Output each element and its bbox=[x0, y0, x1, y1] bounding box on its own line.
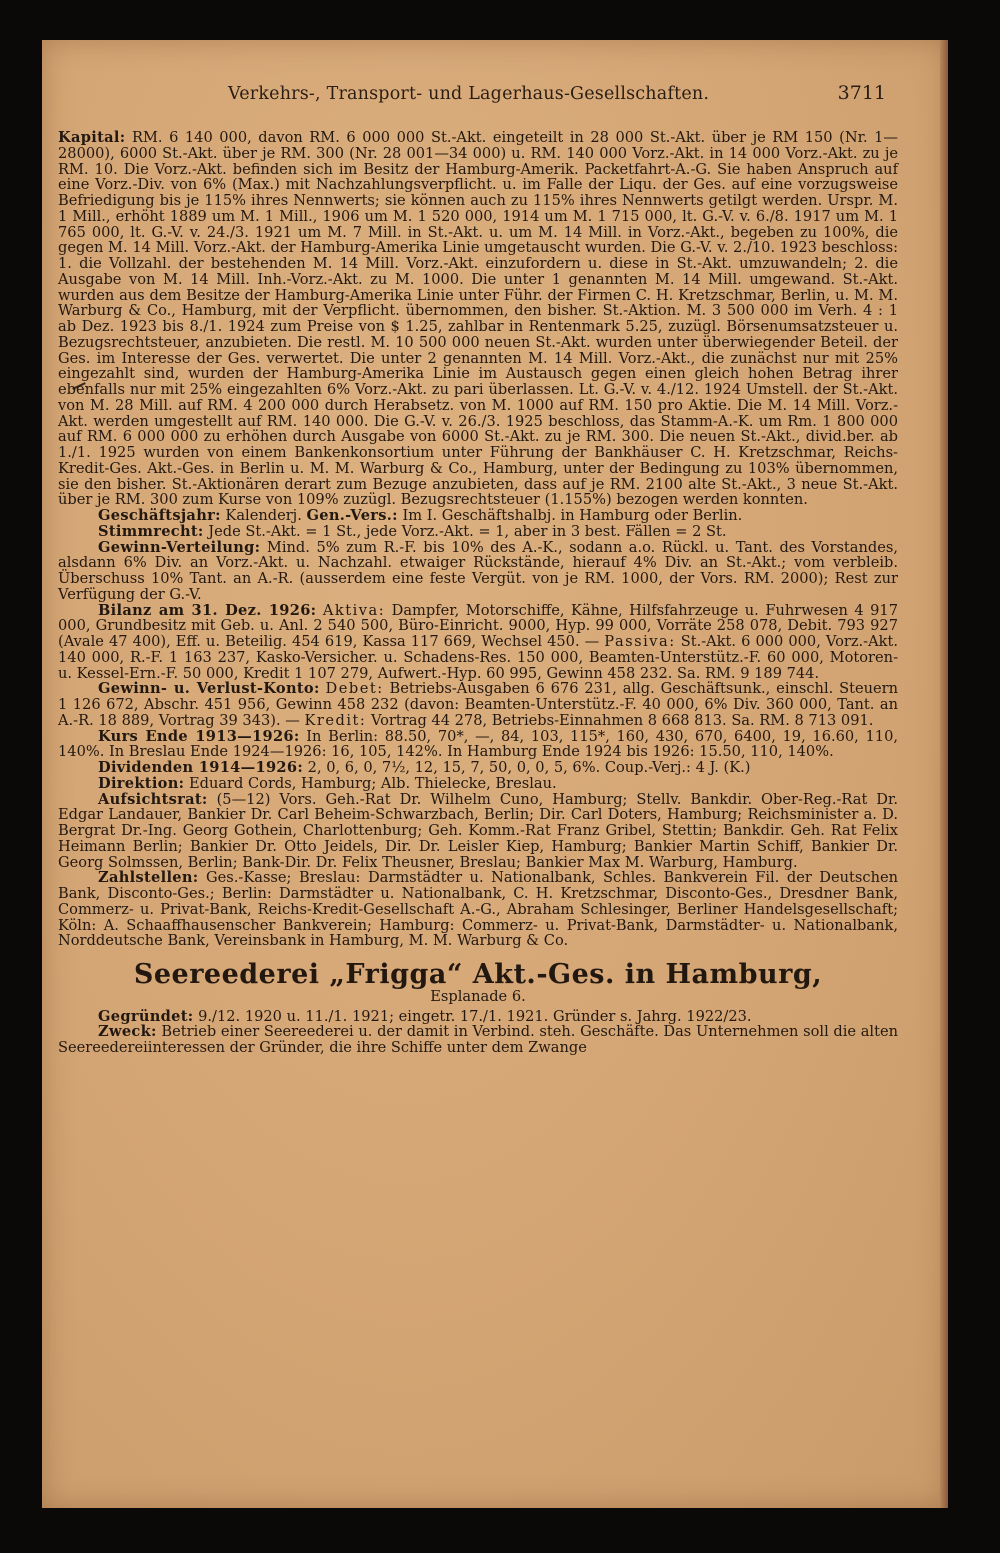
gen-vers-label: Gen.-Vers.: bbox=[306, 507, 398, 524]
aufsichtsrat-label: Aufsichtsrat: bbox=[98, 790, 208, 808]
kapital-text: RM. 6 140 000, davon RM. 6 000 000 St.-Akt. eingeteilt in 28 000 St.-Akt. über je RM 150 (Nr. 1—28000), 6000 St.-Akt. über je RM. 300 (Nr. 28 001—34 000) u. RM. 140 000 Vorz.-Akt. in 14 000 Vorz.-Akt. zu je RM. 10. Die Vorz.-Akt. befinden sich im Besitz der Hamburg-Amerik. Packetfahrt-A.-G. Sie haben Anspruch auf eine Vorz.-Div. von 6% (Max.) mit Nachzahlungsverpflicht. u. im Falle der Liqu. der Ges. auf eine vorzugsweise Befriedigung bis je 115% ihres Nennwerts; sie können auch zu 115% ihres Nennwerts getilgt werden. Urspr. M. 1 Mill., erhöht 1889 um M. 1 Mill., 1906 um M. 1 520 000, 1914 um M. 1 715 000, lt. G.-V. v. 6./8. 1917 um M. 1 765 000, lt. G.-V. v. 24./3. 1921 um M. 7 Mill. in St.-Akt. u. um M. 14 Mill. in Vorz.-Akt., begeben zu 100%, die gegen M. 14 Mill. Vorz.-Akt. der Hamburg-Amerika Linie umgetauscht wurden. Die G.-V. v. 2./10. 1923 beschloss: 1. die Vollzahl. der bestehenden M. 14 Mill. Vorz.-Akt. einzufordern u. diese in St.-Akt. umzuwandeln; 2. die Ausgabe von M. 14 Mill. Inh.-Vorz.-Akt. zu M. 1000. Die unter 1 genannten M. 14 Mill. umgewand. St.-Akt. wurden aus dem Besitze der Hamburg-Amerika Linie unter Führ. der Firmen C. H. Kretzschmar, Berlin, u. M. M. Warburg & Co., Hamburg, mit der Verpflicht. übernommen, den bisher. St.-Aktion. M. 3 500 000 im Verh. 4 : 1 ab Dez. 1923 bis 8./1. 1924 zum Preise von $ 1.25, zahlbar in Rentenmark 5.25, zuzügl. Börsenumsatzsteuer u. Bezugsrechtsteuer, anzubieten. Die restl. M. 10 500 000 neuen St.-Akt. wurden unter überwiegender Beteil. der Ges. im Interesse der Ges. verwertet. Die unter 2 genannten M. 14 Mill. Vorz.-Akt., die zunächst nur mit 25% eingezahlt sind, wurden der Hamburg-Amerika Linie im Austausch gegen einen gleich hohen Betrag ihrer ebenfalls nur mit 25% eingezahlten 6% Vorz.-Akt. zu pari überlassen. Lt. G.-V. v. 4./12. 1924 Umstell. der St.-Akt. von M. 28 Mill. auf RM. 4 200 000 durch Herabsetz. von M. 1000 auf RM. 150 pro Aktie. Die M. 14 Mill. Vorz.-Akt. werden umgestellt auf RM. 140 000. Die G.-V. v. 26./3. 1925 beschloss, das Stamm-A.-K. um Rm. 1 800 000 auf RM. 6 000 000 zu erhöhen durch Ausgabe von 6000 St.-Akt. zu je RM. 300. Die neuen St.-Akt., divid.ber. ab 1./1. 1925 wurden von einem Bankenkonsortium unter Führung der Bankhäuser C. H. Kretzschmar, Reichs-Kredit-Ges. Akt.-Ges. in Berlin u. M. M. Warburg & Co., Hamburg, unter der Bedingung zu 103% übernommen, sie den bisher. St.-Aktionären derart zum Bezuge anzubieten, dass auf je RM. 2100 alte St.-Akt., 3 neue St.-Akt. über je RM. 300 zum Kurse von 109% zuzügl. Bezugsrechtsteuer (1.155%) bezogen werden konnten. bbox=[58, 129, 899, 509]
direktion-paragraph bbox=[58, 776, 898, 792]
gegruendet-label: Gegründet: bbox=[98, 1007, 194, 1025]
debet-text: Betriebs-Ausgaben 6 676 231, allg. Geschäftsunk., einschl. Steuern 1 126 672, Abschr. 451 956, Gewinn 458 232 (davon: Beamten-Unterstütz.-F. 40 000, 6% Div. 360 000, Tant. an A.-R. 18 889, Vortrag 39 343). — bbox=[58, 680, 899, 729]
kurs-paragraph bbox=[58, 729, 898, 761]
dividenden-text: 2, 0, 6, 0, 7½, 12, 15, 7, 50, 0, 0, 5, 6%. Coup.-Verj.: 4 J. (K.) bbox=[307, 759, 751, 776]
gewinn-verteilung-label: Gewinn-Verteilung: bbox=[98, 538, 261, 556]
direktion-label: Direktion: bbox=[98, 774, 185, 792]
stimmrecht-paragraph bbox=[58, 524, 898, 540]
zweck-text: Betrieb einer Seereederei u. der damit in Verbind. steh. Geschäfte. Das Unternehmen soll die alten Seereedereiinteressen der Gründer, die ihre Schiffe unter dem Zwange bbox=[58, 1023, 899, 1056]
geschaeftsjahr-text: Kalenderj. bbox=[225, 507, 302, 524]
debet-label: Debet: bbox=[325, 680, 384, 698]
gewinn-verteilung-paragraph bbox=[58, 540, 898, 603]
page-edge bbox=[940, 40, 948, 1508]
kurs-text: In Berlin: 88.50, 70*, —, 84, 103, 115*, 160, 430, 670, 6400, 19, 16.60, 110, 140%. In Breslau Ende 1924—1926: 16, 105, 142%. In Hamburg Ende 1924 bis 1926: 15.50, 110, 140%. bbox=[58, 727, 898, 761]
gegruendet-text: 9./12. 1920 u. 11./1. 1921; eingetr. 17./1. 1921. Gründer s. Jahrg. 1922/23. bbox=[198, 1007, 752, 1025]
kurs-label: Kurs Ende 1913—1926: bbox=[98, 727, 300, 745]
passiva-text: St.-Akt. 6 000 000, Vorz.-Akt. 140 000, R.-F. 1 163 237, Kasko-Versicher. u. Schadens-Res. 150 000, Beamten-Unterstütz.-F. 60 000, Motoren- u. Kessel-Ern.-F. 50 000, Kredit 1 107 279, Aufwert.-Hyp. 60 995, Gewinn 458 232. Sa. RM. 9 189 744. bbox=[58, 633, 899, 682]
gen-vers-text: Im I. Geschäftshalbj. in Hamburg oder Berlin. bbox=[402, 507, 743, 524]
running-header: Verkehrs-, Transport- und Lagerhaus-Gesellschaften. bbox=[228, 84, 710, 104]
gewinn-verlust-paragraph bbox=[58, 681, 898, 728]
book-page bbox=[42, 40, 948, 1508]
zahlstellen-paragraph bbox=[58, 870, 898, 949]
company-address: Esplanade 6. bbox=[430, 987, 526, 1005]
dividenden-label: Dividenden 1914—1926: bbox=[98, 759, 304, 776]
direktion-text: Eduard Cords, Hamburg; Alb. Thielecke, Breslau. bbox=[188, 774, 557, 792]
gewinn-verteilung-text: Mind. 5% zum R.-F. bis 10% des A.-K., sodann a.o. Rückl. u. Tant. des Vorstandes, alsdann 6% Div. an Vorz.-Akt. u. Nachzahl. etwaiger Rückstände, hierauf 4% Div. an St.-Akt.; vom verbleib. Überschuss 10% Tant. an A.-R. (ausserdem eine feste Vergüt. von je RM. 1000, der Vors. RM. 2000); Rest zur Verfügung der G.-V. bbox=[58, 538, 899, 603]
zweck-label: Zweck: bbox=[98, 1023, 157, 1041]
stimmrecht-text: Jede St.-Akt. = 1 St., jede Vorz.-Akt. = 1, aber in 3 best. Fällen = 2 St. bbox=[208, 522, 727, 540]
passiva-label: Passiva: bbox=[604, 633, 676, 650]
gegruendet-paragraph bbox=[58, 1009, 898, 1025]
aktiva-text: Dampfer, Motorschiffe, Kähne, Hilfsfahrzeuge u. Fuhrwesen 4 917 000, Grundbesitz mit Geb. u. Anl. 2 540 500, Büro-Einricht. 9000, Hyp. 99 000, Vorräte 258 078, Debit. 793 927 (Avale 47 400), Eff. u. Beteilig. 454 619, Kassa 117 669, Wechsel 450. — bbox=[58, 601, 899, 650]
kapital-label: Kapital: bbox=[58, 129, 126, 146]
bilanz-paragraph bbox=[58, 603, 898, 682]
zahlstellen-text: Ges.-Kasse; Breslau: Darmstädter u. Nationalbank, Schles. Bankverein Fil. der Deutschen Bank, Disconto-Ges.; Berlin: Darmstädter u. Nationalbank, C. H. Kretzschmar, Disconto-Ges., Dresdner Bank, Commerz- u. Privat-Bank, Reichs-Kredit-Gesellschaft A.-G., Abraham Schlesinger, Berliner Handelsgesellschaft; Köln: A. Schaaffhausenscher Bankverein; Hamburg: Commerz- u. Privat-Bank, Darmstädter- u. Nationalbank, Norddeutsche Bank, Vereinsbank in Hamburg, M. M. Warburg & Co. bbox=[58, 869, 899, 950]
geschaeftsjahr-label: Geschäftsjahr: bbox=[98, 507, 221, 524]
gewinn-verlust-label: Gewinn- u. Verlust-Konto: bbox=[98, 680, 320, 698]
zweck-paragraph bbox=[58, 1024, 898, 1056]
dividenden-paragraph bbox=[58, 760, 898, 776]
stimmrecht-label: Stimmrecht: bbox=[98, 522, 204, 540]
kredit-label: Kredit: bbox=[304, 711, 367, 729]
kapital-paragraph bbox=[58, 130, 898, 508]
kredit-text: Vortrag 44 278, Betriebs-Einnahmen 8 668 813. Sa. RM. 8 713 091. bbox=[370, 711, 874, 729]
bilanz-label: Bilanz am 31. Dez. 1926: bbox=[98, 601, 317, 619]
aufsichtsrat-text: (5—12) Vors. Geh.-Rat Dr. Wilhelm Cuno, Hamburg; Stellv. Bankdir. Ober-Reg.-Rat Dr. Edgar Landauer, Bankier Dr. Carl Beheim-Schwarzbach, Berlin; Dir. Carl Doters, Hamburg; Reichsminister a. D. Bergrat Dr.-Ing. Georg Gothein, Charlottenburg; Geh. Komm.-Rat Franz Gribel, Stettin; Bankdir. Geh. Rat Felix Heimann Berlin; Bankier Dr. Otto Jeidels, Dir. Dr. Leisler Kiep, Hamburg; Bankier Martin Schiff, Bankier Dr. Georg Solmssen, Berlin; Bank-Dir. Dr. Felix Theusner, Breslau; Bankier Max M. Warburg, Hamburg. bbox=[58, 790, 899, 871]
company-heading: Seereederei „Frigga“ Akt.-Ges. in Hamburg, bbox=[133, 959, 823, 990]
page-number: 3711 bbox=[837, 82, 886, 104]
aktiva-label: Aktiva: bbox=[322, 601, 386, 619]
page-body bbox=[58, 130, 898, 1056]
zahlstellen-label: Zahlstellen: bbox=[98, 869, 199, 887]
aufsichtsrat-paragraph bbox=[58, 792, 898, 871]
geschaeftsjahr-paragraph bbox=[58, 508, 898, 524]
